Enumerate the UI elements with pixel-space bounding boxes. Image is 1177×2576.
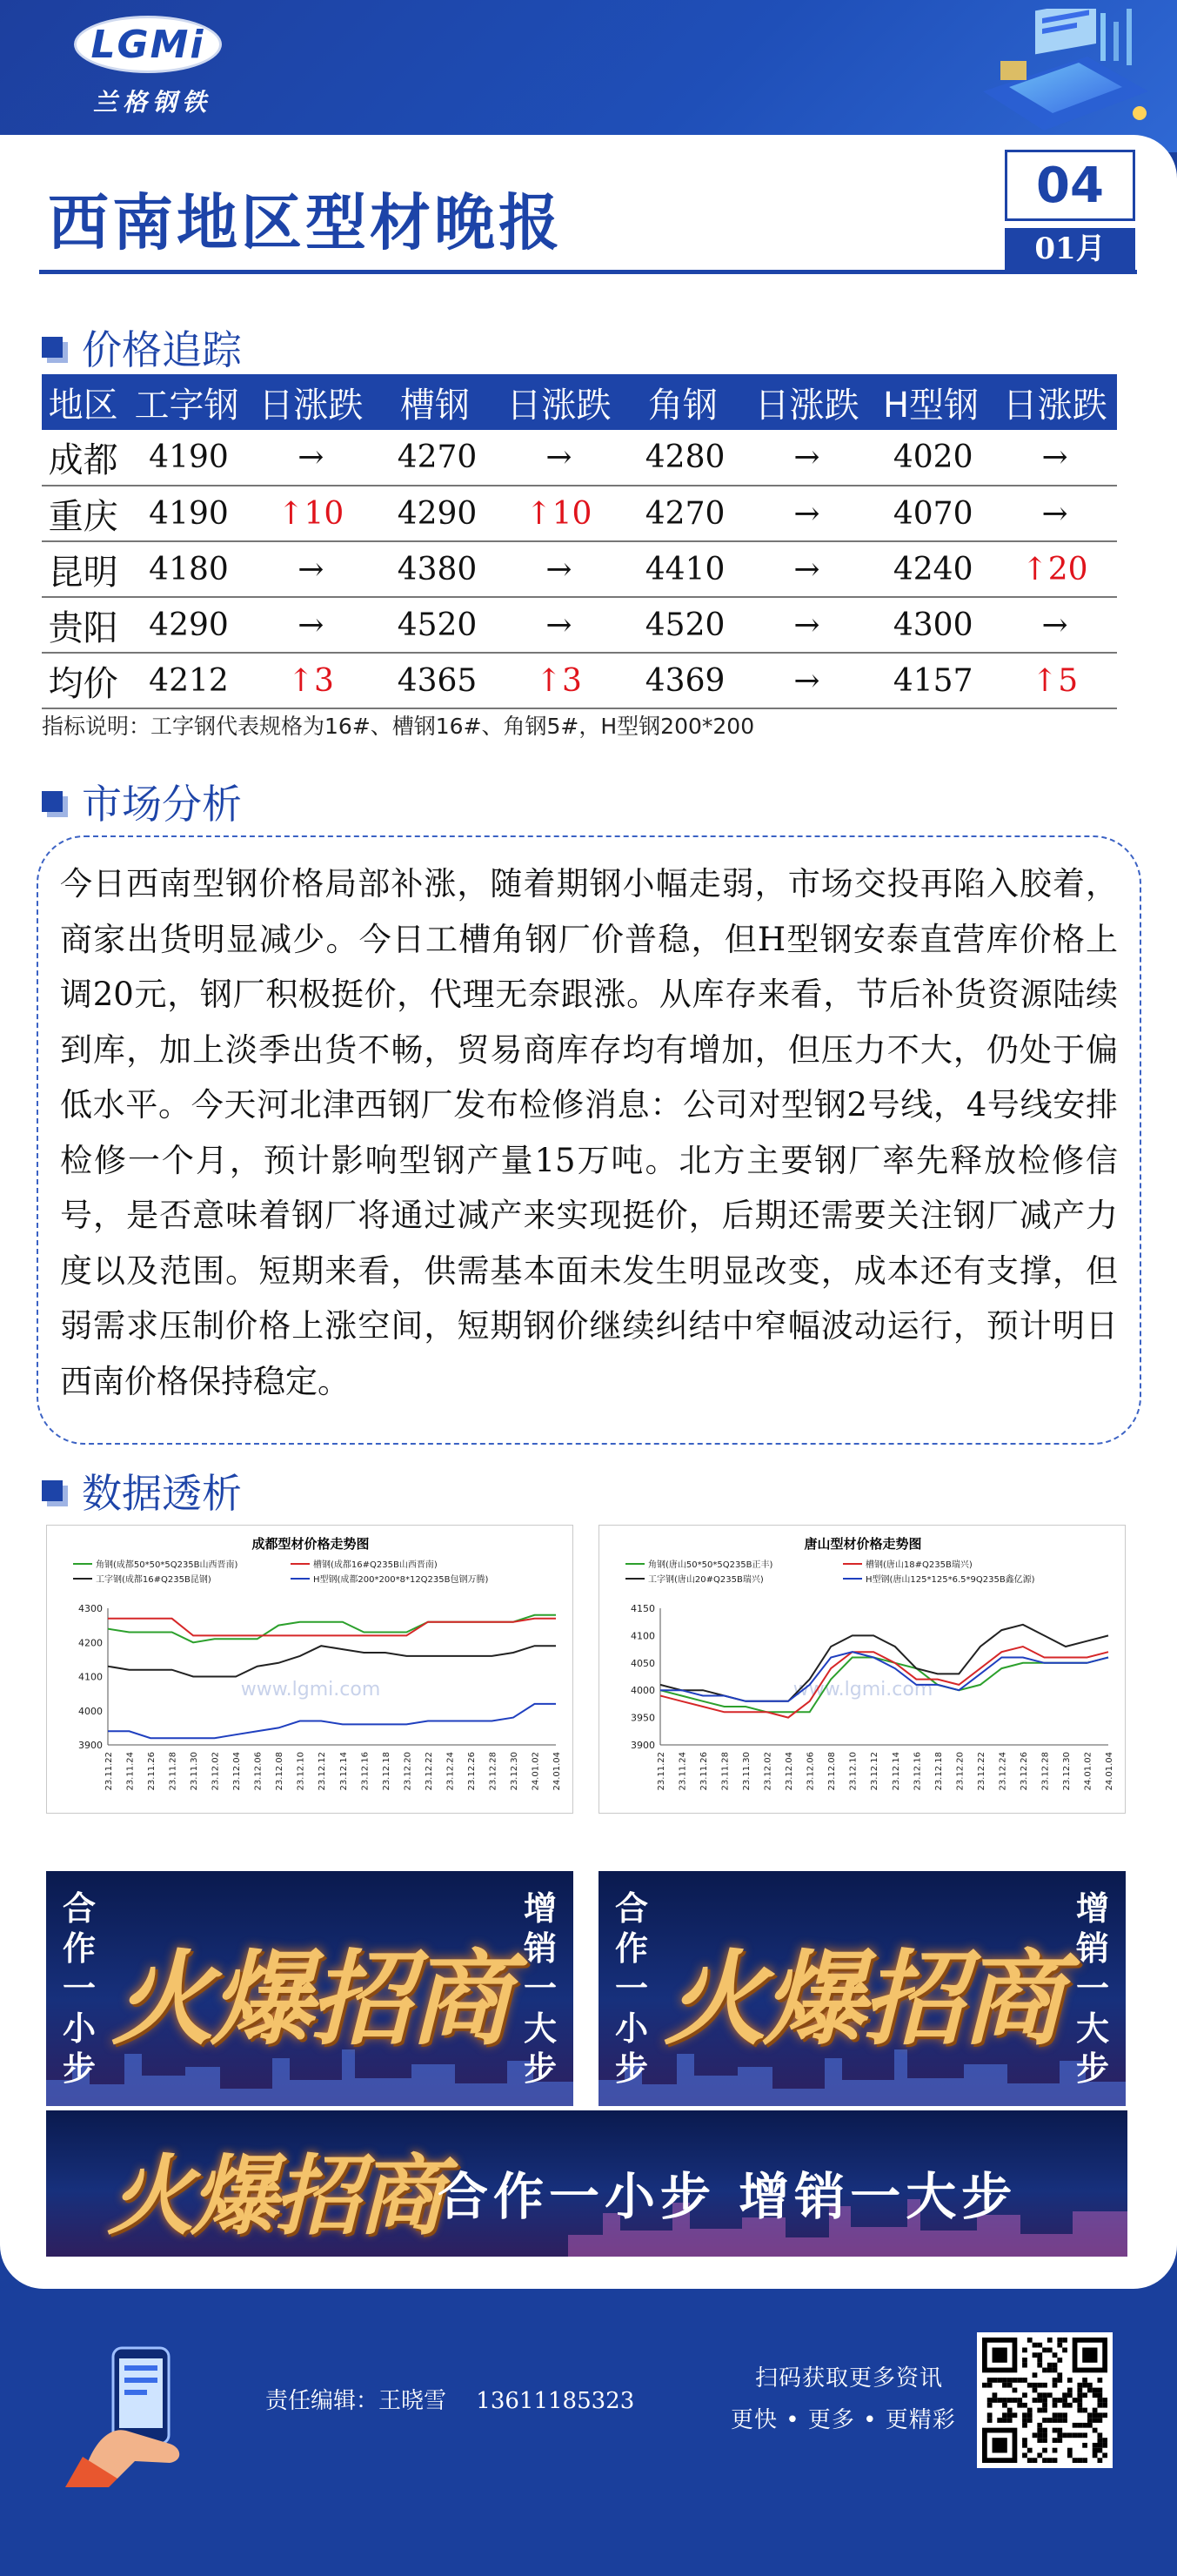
angle-price: 4520	[621, 597, 745, 653]
hbeam-change: →	[993, 486, 1117, 541]
channel-price: 4365	[373, 653, 497, 708]
section-square-icon	[42, 791, 63, 812]
region-cell: 成都	[42, 430, 124, 486]
legend-label: 角钢(成都50*50*5Q235B山西晋南)	[96, 1560, 238, 1570]
channel-price: 4290	[373, 486, 497, 541]
chart-svg	[47, 1526, 574, 1815]
x-tick-label: 23.11.30	[190, 1752, 200, 1791]
col-ibeam: 工字钢	[124, 374, 249, 430]
x-tick-label: 23.11.22	[104, 1752, 114, 1791]
legend-label: H型钢(唐山125*125*6.5*9Q235B鑫亿源)	[866, 1575, 1035, 1585]
channel-change: ↑3	[497, 653, 621, 708]
banner-side-left: 合作一小步	[614, 1889, 648, 2088]
x-tick-label: 23.12.24	[445, 1752, 456, 1791]
x-tick-label: 23.12.08	[275, 1752, 285, 1791]
series-line	[108, 1646, 556, 1676]
date-month: 01月	[1005, 228, 1135, 270]
promo-banner-right[interactable]	[599, 1871, 1126, 2106]
x-tick-label: 23.12.18	[381, 1752, 391, 1791]
x-tick-label: 23.12.16	[360, 1752, 371, 1791]
analysis-section-label: 市场分析	[82, 781, 242, 828]
legend-label: 工字钢(成都16#Q235B昆钢)	[96, 1575, 211, 1585]
price-table-header	[42, 374, 1117, 430]
legend-label: H型钢(成都200*200*8*12Q235B包钢万腾)	[313, 1575, 489, 1585]
table-row	[42, 541, 1117, 597]
banner-main-text: 火爆招商	[663, 1938, 1060, 2059]
table-note: 指标说明：工字钢代表规格为16#、槽钢16#、角钢5#，H型钢200*200	[42, 714, 755, 739]
y-tick-label: 4000	[631, 1685, 655, 1697]
editor-label: 责任编辑：王晓雪	[265, 2388, 447, 2414]
table-row	[42, 486, 1117, 541]
x-tick-label: 23.11.28	[720, 1752, 731, 1791]
y-tick-label: 4000	[78, 1705, 103, 1717]
x-tick-label: 23.12.22	[424, 1752, 434, 1791]
x-tick-label: 23.12.16	[913, 1752, 923, 1791]
phone-hand-icon	[65, 2339, 213, 2487]
editor-info	[265, 2383, 657, 2415]
chart-title: 成都型材价格走势图	[251, 1536, 370, 1552]
banner-side-left: 合作一小步	[62, 1889, 96, 2088]
price-section-label: 价格追踪	[82, 326, 242, 373]
x-tick-label: 23.11.24	[125, 1752, 136, 1791]
y-tick-label: 3900	[78, 1740, 103, 1751]
region-cell: 均价	[42, 653, 124, 708]
hbeam-price: 4157	[869, 653, 993, 708]
angle-price: 4270	[621, 486, 745, 541]
col-angle-change: 日涨跌	[745, 374, 869, 430]
section-square-icon	[42, 1480, 63, 1501]
ibeam-change: ↑3	[249, 653, 373, 708]
col-ibeam-change: 日涨跌	[249, 374, 373, 430]
chengdu-price-chart	[46, 1525, 573, 1814]
col-channel-change: 日涨跌	[497, 374, 621, 430]
ibeam-change: →	[249, 541, 373, 597]
channel-price: 4520	[373, 597, 497, 653]
x-tick-label: 23.12.12	[870, 1752, 880, 1791]
channel-change: ↑10	[497, 486, 621, 541]
tech-illustration-icon	[948, 9, 1157, 148]
promo-banner-left[interactable]	[46, 1871, 573, 2106]
channel-price: 4380	[373, 541, 497, 597]
x-tick-label: 23.11.24	[678, 1752, 688, 1791]
angle-price: 4410	[621, 541, 745, 597]
x-tick-label: 23.12.28	[488, 1752, 498, 1791]
region-cell: 贵阳	[42, 597, 124, 653]
price-section-heading	[42, 319, 242, 376]
x-tick-label: 24.01.02	[531, 1752, 541, 1791]
qr-code[interactable]	[977, 2332, 1113, 2468]
col-hbeam-change: 日涨跌	[993, 374, 1117, 430]
chart-watermark: www.lgmi.com	[240, 1679, 381, 1701]
x-tick-label: 23.12.26	[466, 1752, 477, 1791]
x-tick-label: 23.12.04	[232, 1752, 243, 1791]
legend-label: 槽钢(唐山18#Q235B瑞兴)	[866, 1560, 973, 1570]
hbeam-change: →	[993, 430, 1117, 486]
header-band	[0, 0, 1177, 152]
channel-change: →	[497, 597, 621, 653]
col-angle: 角钢	[621, 374, 745, 430]
x-tick-label: 23.12.10	[296, 1752, 306, 1791]
x-tick-label: 23.11.26	[147, 1752, 157, 1791]
data-section-heading	[42, 1462, 242, 1519]
legend-label: 槽钢(成都16#Q235B山西晋南)	[313, 1560, 438, 1570]
x-tick-label: 23.12.20	[955, 1752, 966, 1791]
price-table	[42, 374, 1117, 709]
chart-watermark: www.lgmi.com	[792, 1679, 933, 1701]
channel-change: →	[497, 430, 621, 486]
y-tick-label: 3950	[631, 1712, 655, 1724]
y-tick-label: 4100	[631, 1630, 655, 1642]
angle-change: →	[745, 541, 869, 597]
y-tick-label: 4050	[631, 1657, 655, 1669]
chart-svg	[599, 1526, 1127, 1815]
report-title: 西南地区型材晚报	[48, 186, 563, 258]
region-cell: 重庆	[42, 486, 124, 541]
table-row	[42, 430, 1117, 486]
x-tick-label: 23.12.24	[998, 1752, 1008, 1791]
ibeam-price: 4180	[124, 541, 249, 597]
x-tick-label: 23.12.08	[827, 1752, 838, 1791]
x-tick-label: 23.12.10	[848, 1752, 859, 1791]
angle-change: →	[745, 430, 869, 486]
x-tick-label: 23.12.20	[403, 1752, 413, 1791]
banner-main-text: 火爆招商	[110, 1938, 508, 2059]
channel-change: →	[497, 541, 621, 597]
y-tick-label: 3900	[631, 1740, 655, 1751]
x-tick-label: 23.12.30	[509, 1752, 519, 1791]
col-hbeam: H型钢	[869, 374, 993, 430]
table-row	[42, 597, 1117, 653]
banner-main-text: 火爆招商	[107, 2144, 441, 2247]
legend-label: 工字钢(唐山20#Q235B瑞兴)	[648, 1575, 764, 1585]
angle-change: →	[745, 486, 869, 541]
x-tick-label: 24.01.04	[552, 1752, 562, 1791]
x-tick-label: 23.12.06	[806, 1752, 816, 1791]
angle-change: →	[745, 597, 869, 653]
hbeam-change: ↑20	[993, 541, 1117, 597]
ibeam-price: 4290	[124, 597, 249, 653]
x-tick-label: 23.12.14	[338, 1752, 349, 1791]
hbeam-change: ↑5	[993, 653, 1117, 708]
analysis-section-heading	[42, 773, 242, 830]
y-tick-label: 4300	[78, 1603, 103, 1614]
logo-oval	[74, 16, 222, 73]
x-tick-label: 23.12.30	[1061, 1752, 1072, 1791]
x-tick-label: 24.01.04	[1105, 1752, 1114, 1791]
hbeam-change: →	[993, 597, 1117, 653]
x-tick-label: 23.12.02	[211, 1752, 221, 1791]
x-tick-label: 23.12.18	[933, 1752, 944, 1791]
x-tick-label: 23.12.04	[785, 1752, 795, 1791]
x-tick-label: 23.11.22	[657, 1752, 666, 1791]
x-tick-label: 23.11.26	[699, 1752, 710, 1791]
x-tick-label: 23.11.30	[742, 1752, 752, 1791]
ibeam-change: ↑10	[249, 486, 373, 541]
ibeam-change: →	[249, 597, 373, 653]
angle-price: 4369	[621, 653, 745, 708]
x-tick-label: 24.01.02	[1083, 1752, 1093, 1791]
logo-text: LGMi	[90, 22, 205, 67]
x-tick-label: 23.11.28	[168, 1752, 178, 1791]
x-tick-label: 23.12.14	[891, 1752, 901, 1791]
angle-change: →	[745, 653, 869, 708]
ibeam-price: 4212	[124, 653, 249, 708]
col-channel: 槽钢	[373, 374, 497, 430]
lgmi-logo[interactable]	[74, 16, 222, 117]
analysis-text: 今日西南型钢价格局部补涨，随着期钢小幅走弱，市场交投再陷入胶着，商家出货明显减少。今日工槽角钢厂价普稳，但H型钢安泰直营库价格上调20元，钢厂积极挺价，代理无奈跟涨。从库存来看，节后补货资源陆续到库，加上淡季出货不畅，贸易商库存均有增加，但压力不大，仍处于偏低水平。今天河北津西钢厂发布检修消息：公司对型钢2号线，4号线安排检修一个月，预计影响型钢产量15万吨。北方主要钢厂率先释放检修信号，是否意味着钢厂将通过减产来实现挺价，后期还需要关注钢厂减产力度以及范围。短期来看，供需基本面未发生明显改变，成本还有支撑，但弱需求压制价格上涨空间，短期钢价继续纠结中窄幅波动运行，预计明日西南价格保持稳定。	[37, 835, 1141, 1445]
hbeam-price: 4070	[869, 486, 993, 541]
series-line	[108, 1615, 556, 1643]
banner-slogan: 合作一小步 增销一大步	[438, 2167, 1018, 2226]
legend-label: 角钢(唐山50*50*5Q235B正丰)	[648, 1560, 773, 1570]
date-day: 04	[1005, 150, 1135, 221]
promo-banner-wide[interactable]	[46, 2110, 1127, 2257]
y-tick-label: 4100	[78, 1671, 103, 1683]
hbeam-price: 4020	[869, 430, 993, 486]
x-tick-label: 23.12.06	[253, 1752, 264, 1791]
banner-side-right: 增销一大步	[1075, 1889, 1109, 2088]
x-tick-label: 23.12.02	[763, 1752, 773, 1791]
angle-price: 4280	[621, 430, 745, 486]
hbeam-price: 4240	[869, 541, 993, 597]
y-tick-label: 4200	[78, 1637, 103, 1649]
date-box	[1005, 150, 1135, 272]
section-square-icon	[42, 337, 63, 358]
tangshan-price-chart	[599, 1525, 1126, 1814]
qr-code-icon	[982, 2338, 1107, 2463]
table-row	[42, 653, 1117, 708]
ibeam-change: →	[249, 430, 373, 486]
channel-price: 4270	[373, 430, 497, 486]
x-tick-label: 23.12.12	[318, 1752, 328, 1791]
region-cell: 昆明	[42, 541, 124, 597]
ibeam-price: 4190	[124, 486, 249, 541]
x-tick-label: 23.12.26	[1019, 1752, 1029, 1791]
banner-side-right: 增销一大步	[523, 1889, 557, 2088]
title-rule	[39, 270, 1137, 274]
scan-text: 扫码获取更多资讯	[755, 2365, 944, 2392]
col-region: 地区	[42, 374, 124, 430]
tagline-text: 更快 • 更多 • 更精彩	[731, 2407, 956, 2433]
hbeam-price: 4300	[869, 597, 993, 653]
chart-title: 唐山型材价格走势图	[804, 1536, 922, 1552]
y-tick-label: 4150	[631, 1603, 655, 1614]
editor-phone[interactable]: 13611185323	[476, 2388, 635, 2414]
ibeam-price: 4190	[124, 430, 249, 486]
x-tick-label: 23.12.22	[976, 1752, 986, 1791]
x-tick-label: 23.12.28	[1040, 1752, 1051, 1791]
series-line	[108, 1704, 556, 1738]
logo-subtitle: 兰格钢铁	[92, 88, 211, 117]
data-section-label: 数据透析	[82, 1470, 242, 1517]
